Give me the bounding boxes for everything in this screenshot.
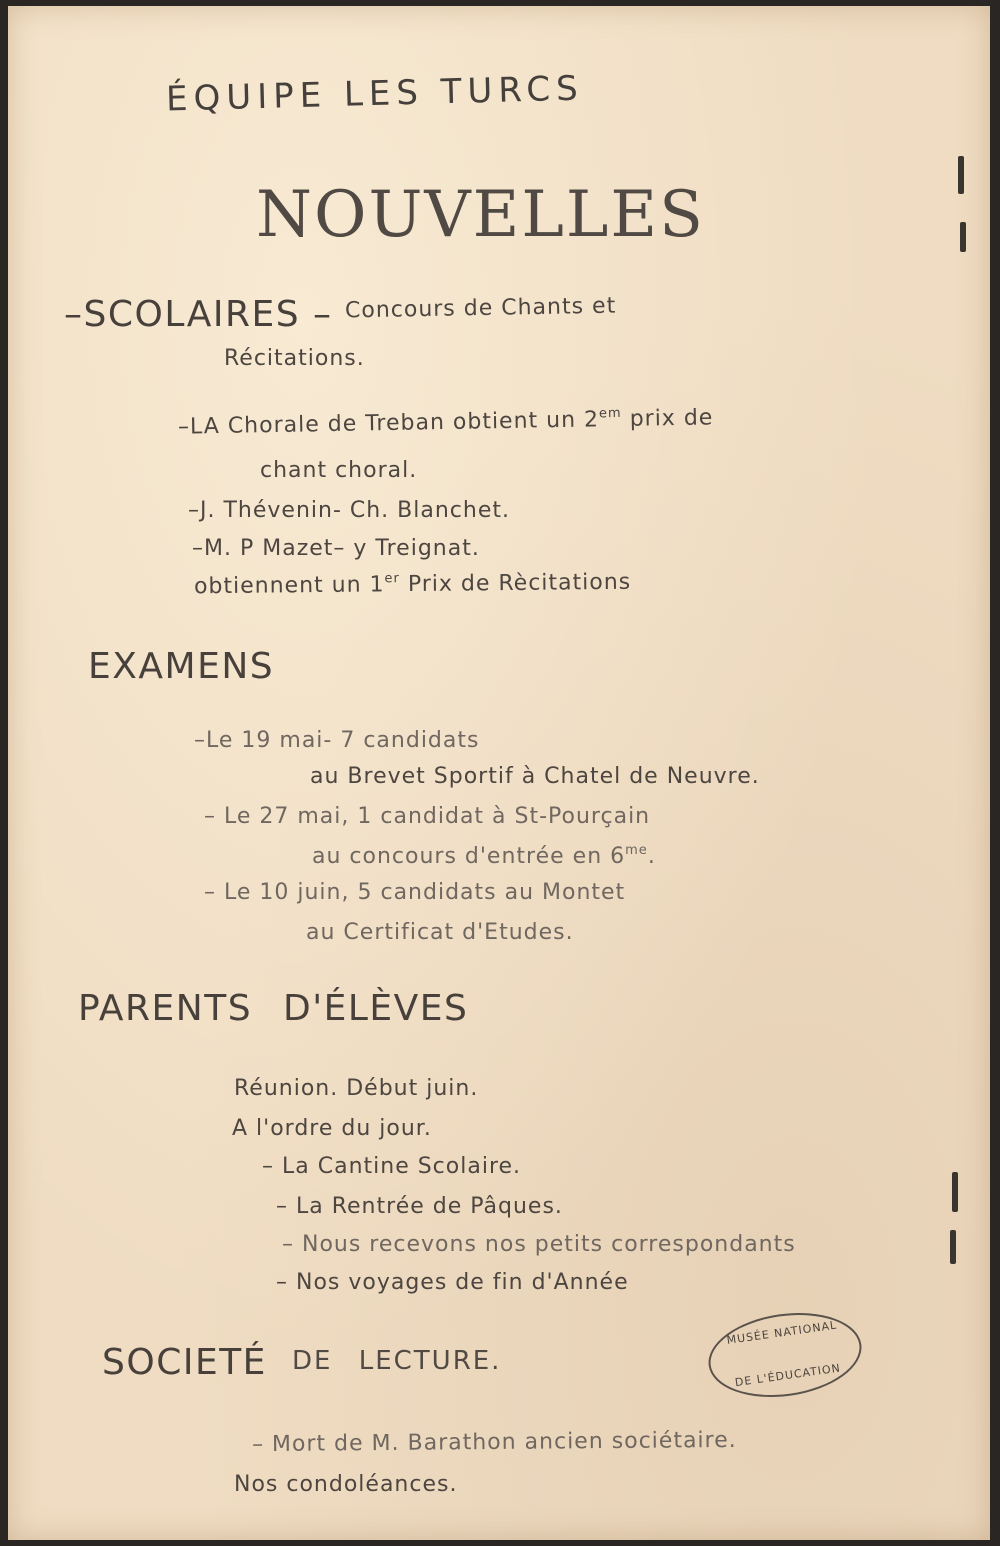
parents-line6: – Nos voyages de fin d'Année [276, 1270, 629, 1295]
societe-line2: Nos condoléances. [234, 1472, 458, 1497]
museum-stamp [703, 1304, 867, 1407]
scolaires-item-chorale [178, 405, 714, 439]
examens-line4-end: . [647, 844, 656, 869]
staple-top-2 [960, 222, 966, 252]
page-title: NOUVELLES [256, 178, 705, 252]
parents-line3: – La Cantine Scolaire. [262, 1154, 522, 1179]
stamp-bottom-text: DE L'ÉDUCATION [734, 1361, 842, 1390]
parents-line1: Réunion. Début juin. [234, 1076, 479, 1101]
scolaires-item-names-2: –M. P Mazet– y Treignat. [192, 536, 480, 561]
staple-bottom-2 [950, 1230, 956, 1264]
staple-top-1 [958, 156, 964, 194]
scolaires-item-names-1: –J. Thévenin- Ch. Blanchet. [188, 498, 510, 523]
result-text: obtiennent un 1 [193, 572, 385, 600]
scolaires-item-chorale-cont: chant choral. [260, 458, 418, 483]
staple-bottom-1 [952, 1172, 958, 1212]
stamp-top-text: MUSÉE NATIONAL [725, 1318, 838, 1347]
examens-line2: au Brevet Sportif à Chatel de Neuvre. [310, 764, 760, 789]
chorale-text-end: prix de [621, 405, 714, 432]
scolaires-intro-line2: Récitations. [224, 346, 365, 371]
parents-line2: A l'ordre du jour. [232, 1116, 432, 1141]
examens-line4 [312, 844, 656, 869]
scolaires-intro-line1: Concours de Chants et [344, 293, 617, 324]
chorale-ordinal: em [598, 405, 622, 422]
examens-line1: –Le 19 mai- 7 candidats [194, 728, 480, 753]
examens-line4-ordinal: me [625, 843, 648, 858]
examens-line4-text: au concours d'entrée en 6 [312, 844, 626, 869]
societe-line1: – Mort de M. Barathon ancien sociétaire. [251, 1427, 737, 1458]
examens-line6: au Certificat d'Etudes. [306, 920, 574, 945]
section-heading-societe: SOCIETÉ [102, 1342, 267, 1383]
parents-line4: – La Rentrée de Pâques. [276, 1194, 563, 1219]
section-heading-parents: PARENTS D'ÉLÈVES [78, 988, 469, 1029]
examens-line3: – Le 27 mai, 1 candidat à St-Pourçain [204, 804, 651, 829]
team-name: ÉQUIPE LES TURCS [165, 68, 585, 120]
examens-line5: – Le 10 juin, 5 candidats au Montet [204, 880, 626, 905]
result-ordinal: er [384, 571, 400, 587]
section-heading-examens: EXAMENS [88, 646, 275, 687]
parents-line5: – Nous recevons nos petits correspondants [282, 1232, 796, 1257]
section-heading-scolaires: –SCOLAIRES – [64, 294, 333, 335]
result-text-end: Prix de Rècitations [399, 569, 632, 598]
scolaires-item-result [194, 570, 631, 600]
section-heading-societe-rest: DE LECTURE. [292, 1346, 502, 1376]
document-page [8, 6, 990, 1540]
chorale-text: –LA Chorale de Treban obtient un 2 [177, 407, 600, 440]
